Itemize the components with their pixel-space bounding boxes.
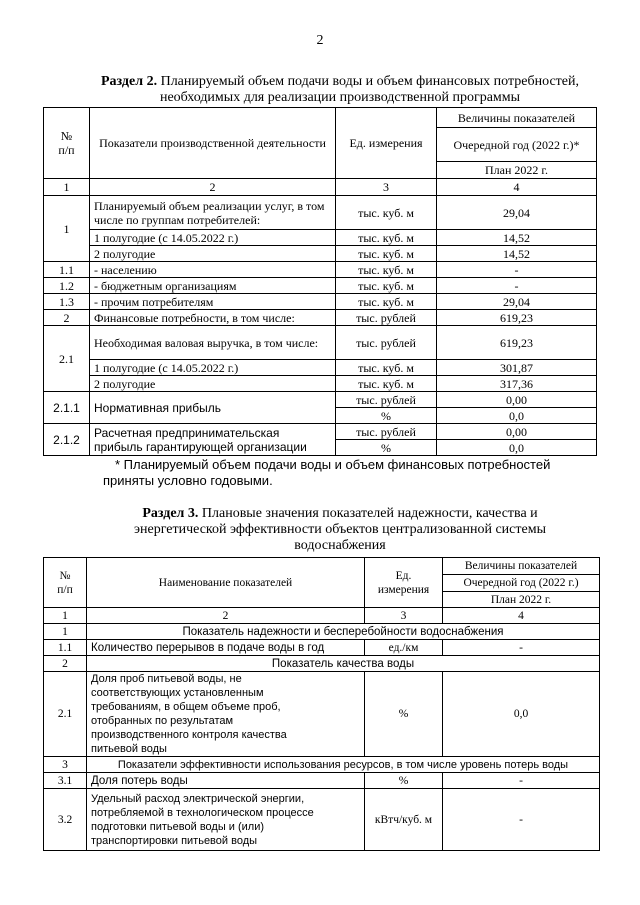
row-name: Финансовые потребности, в том числе: <box>90 310 336 326</box>
table-row <box>44 376 597 392</box>
section2-footnote: * Планируемый объем подачи воды и объем финансовых потребностей <box>115 457 551 472</box>
row-num: 2.1 <box>44 672 87 757</box>
table-row <box>44 392 597 408</box>
section3-title <box>60 506 620 554</box>
section2-title-line2: необходимых для реализации производственной программы <box>159 90 521 105</box>
row-num: 1 <box>44 624 87 640</box>
col-number: 2 <box>90 179 336 196</box>
row-value: - <box>443 773 600 789</box>
header-indicator: Наименование показателей <box>87 558 365 608</box>
row-value: - <box>443 640 600 656</box>
section3-title-line2: энергетической эффективности объектов централизованной системы <box>134 522 546 537</box>
row-unit: тыс. рублей <box>336 310 437 326</box>
row-name: 2 полугодие <box>90 376 336 392</box>
header-year: Очередной год (2022 г.)* <box>437 128 597 162</box>
row-name: 1 полугодие (с 14.05.2022 г.) <box>90 230 336 246</box>
row-unit: тыс. куб. м <box>336 196 437 230</box>
row-value: 619,23 <box>437 326 597 360</box>
header-plan: План 2022 г. <box>443 592 600 608</box>
table-row <box>44 424 597 440</box>
row-value: - <box>437 278 597 294</box>
row-num: 1 <box>44 196 90 262</box>
row-num: 2.1.2 <box>44 424 90 456</box>
row-value: 0,0 <box>437 440 597 456</box>
col-number: 3 <box>365 608 443 624</box>
header-unit: Ед. измерения <box>336 108 437 179</box>
section2-title <box>60 74 620 106</box>
table-row <box>44 640 600 656</box>
header-year: Очередной год (2022 г.) <box>443 575 600 592</box>
row-name: Планируемый объем реализации услуг, в том числе по группам потребителей: <box>90 196 336 230</box>
row-value: 301,87 <box>437 360 597 376</box>
row-num: 1.1 <box>44 640 87 656</box>
row-unit: тыс. куб. м <box>336 262 437 278</box>
header-indicator: Показатели производственной деятельности <box>90 108 336 179</box>
col-number: 1 <box>44 179 90 196</box>
row-num: 1.2 <box>44 278 90 294</box>
row-value: 29,04 <box>437 196 597 230</box>
row-num: 2.1 <box>44 326 90 392</box>
col-number: 4 <box>437 179 597 196</box>
row-value: 0,00 <box>437 392 597 408</box>
row-unit: тыс. куб. м <box>336 360 437 376</box>
row-value: 14,52 <box>437 230 597 246</box>
header-values: Величины показателей <box>437 108 597 128</box>
table-row <box>44 326 597 360</box>
row-num: 3.1 <box>44 773 87 789</box>
row-value: 0,0 <box>443 672 600 757</box>
row-num: 2.1.1 <box>44 392 90 424</box>
group-title: Показатели эффективности использования ресурсов, в том числе уровень потерь воды <box>87 757 600 773</box>
row-unit: тыс. рублей <box>336 424 437 440</box>
row-name: Нормативная прибыль <box>90 392 336 424</box>
row-unit: % <box>365 672 443 757</box>
table-row <box>44 360 597 376</box>
group-row <box>44 656 600 672</box>
table-row <box>44 246 597 262</box>
row-name: - населению <box>90 262 336 278</box>
row-unit: % <box>336 408 437 424</box>
row-value: - <box>437 262 597 278</box>
row-num: 1.1 <box>44 262 90 278</box>
section2-footnote-cont: приняты условно годовыми. <box>103 473 273 488</box>
header-unit: Ед. измерения <box>365 558 443 608</box>
table-row <box>44 278 597 294</box>
group-row <box>44 757 600 773</box>
section2-table <box>43 107 597 456</box>
row-unit: % <box>365 773 443 789</box>
section3-title-line3: водоснабжения <box>294 538 386 553</box>
row-num: 2 <box>44 656 87 672</box>
table-row <box>44 773 600 789</box>
row-num: 1.3 <box>44 294 90 310</box>
header-num: № п/п <box>44 108 90 179</box>
row-value: 0,00 <box>437 424 597 440</box>
row-name: 1 полугодие (с 14.05.2022 г.) <box>90 360 336 376</box>
row-value: 317,36 <box>437 376 597 392</box>
section3-table <box>43 557 600 851</box>
row-name: - прочим потребителям <box>90 294 336 310</box>
col-number: 2 <box>87 608 365 624</box>
page-number: 2 <box>316 33 324 48</box>
col-number: 4 <box>443 608 600 624</box>
row-value: 14,52 <box>437 246 597 262</box>
row-unit: ед./км <box>365 640 443 656</box>
section3-title-rest: Плановые значения показателей надежности, качества и <box>198 506 538 521</box>
col-number: 1 <box>44 608 87 624</box>
group-row <box>44 624 600 640</box>
row-value: 0,0 <box>437 408 597 424</box>
row-unit: % <box>336 440 437 456</box>
row-num: 3 <box>44 757 87 773</box>
row-unit: тыс. куб. м <box>336 294 437 310</box>
row-value: 619,23 <box>437 310 597 326</box>
group-title: Показатель надежности и бесперебойности водоснабжения <box>87 624 600 640</box>
row-unit: тыс. куб. м <box>336 246 437 262</box>
table-row <box>44 310 597 326</box>
header-num: № п/п <box>44 558 87 608</box>
table-row <box>44 294 597 310</box>
row-name: Количество перерывов в подаче воды в год <box>87 640 365 656</box>
row-name: Расчетная предпринимательская прибыль гарантирующей организации <box>90 424 336 456</box>
table-row <box>44 262 597 278</box>
row-unit: тыс. рублей <box>336 392 437 408</box>
section2-title-rest: Планируемый объем подачи воды и объем финансовых потребностей, <box>157 74 579 89</box>
row-value: - <box>443 789 600 851</box>
table-row <box>44 196 597 230</box>
row-unit: тыс. куб. м <box>336 376 437 392</box>
row-name: Необходимая валовая выручка, в том числе: <box>90 326 336 360</box>
row-value: 29,04 <box>437 294 597 310</box>
header-plan: План 2022 г. <box>437 162 597 179</box>
row-name: Удельный расход электрической энергии, потребляемой в технологическом процессе подготовки питьевой воды и (или) транспортировки питьевой воды <box>87 789 365 851</box>
table-row <box>44 789 600 851</box>
header-values: Величины показателей <box>443 558 600 575</box>
table-row <box>44 672 600 757</box>
group-title: Показатель качества воды <box>87 656 600 672</box>
row-name: 2 полугодие <box>90 246 336 262</box>
section3-title-bold: Раздел 3. <box>142 506 199 521</box>
row-name: Доля проб питьевой воды, не соответствующих установленным требованиям, в общем объеме проб, отобранных по результатам производственного контроля качества питьевой воды <box>87 672 365 757</box>
table-row <box>44 230 597 246</box>
row-unit: кВтч/куб. м <box>365 789 443 851</box>
row-name: - бюджетным организациям <box>90 278 336 294</box>
row-num: 2 <box>44 310 90 326</box>
row-unit: тыс. куб. м <box>336 278 437 294</box>
row-unit: тыс. рублей <box>336 326 437 360</box>
row-unit: тыс. куб. м <box>336 230 437 246</box>
section2-title-bold: Раздел 2. <box>101 74 158 89</box>
row-name: Доля потерь воды <box>87 773 365 789</box>
row-num: 3.2 <box>44 789 87 851</box>
col-number: 3 <box>336 179 437 196</box>
